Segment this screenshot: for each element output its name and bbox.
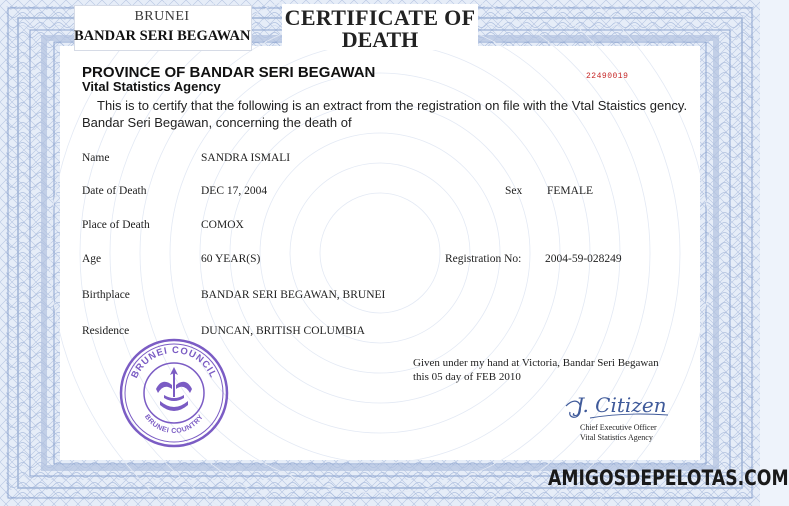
age-label: Age	[82, 253, 102, 265]
birthplace-value: BANDAR SERI BEGAWAN, BRUNEI	[201, 289, 386, 301]
registration-label: Registration No:	[445, 253, 522, 265]
issuance-statement-line1: Given under my hand at Victoria, Bandar Seri Begawan	[413, 357, 659, 369]
signature	[560, 388, 680, 424]
sex-label: Sex	[505, 185, 523, 197]
seal-top-text: BRUNEI COUNCIL	[129, 344, 219, 381]
signer-title-line1: Chief Executive Officer	[580, 423, 657, 432]
intro-line2: Bandar Seri Begawan, concerning the death of	[82, 115, 352, 130]
svg-text:BRUNEI COUNTRY	[143, 414, 205, 435]
certificate-title-line1: CERTIFICATE OF	[284, 5, 476, 30]
certificate-title-line2: DEATH	[341, 27, 419, 52]
place-of-death-label: Place of Death	[82, 219, 150, 231]
crest-icon	[156, 367, 192, 411]
agency-heading: Vital Statistics Agency	[82, 79, 221, 94]
name-value: SANDRA ISMALI	[201, 152, 291, 164]
residence-value: DUNCAN, BRITISH COLUMBIA	[201, 325, 365, 337]
birthplace-label: Birthplace	[82, 289, 130, 301]
issuance-statement-line2: this 05 day of FEB 2010	[413, 371, 521, 383]
country-name: BRUNEI	[134, 9, 190, 24]
watermark: AMIGOSDEPELOTAS.COM	[548, 466, 789, 490]
intro-line1: This is to certify that the following is an extract from the registration on file with the Vtal Staistics gency.	[97, 98, 688, 113]
age-value: 60 YEAR(S)	[201, 253, 261, 265]
place-of-death-value: COMOX	[201, 219, 244, 231]
official-seal	[118, 337, 230, 449]
name-label: Name	[82, 152, 110, 164]
date-of-death-label: Date of Death	[82, 185, 147, 197]
serial-number: 22490019	[586, 72, 629, 81]
residence-label: Residence	[82, 325, 130, 337]
signer-title-line2: Vital Statistics Agency	[580, 433, 653, 442]
seal-bottom-text: BRUNEI COUNTRY	[143, 413, 205, 435]
date-of-death-value: DEC 17, 2004	[201, 185, 268, 197]
sex-value: FEMALE	[547, 185, 593, 197]
city-name: BANDAR SERI BEGAWAN	[74, 28, 251, 44]
signature-text: J. Citizen	[576, 393, 667, 417]
province-heading: PROVINCE OF BANDAR SERI BEGAWAN	[82, 64, 376, 81]
registration-value: 2004-59-028249	[545, 253, 622, 265]
